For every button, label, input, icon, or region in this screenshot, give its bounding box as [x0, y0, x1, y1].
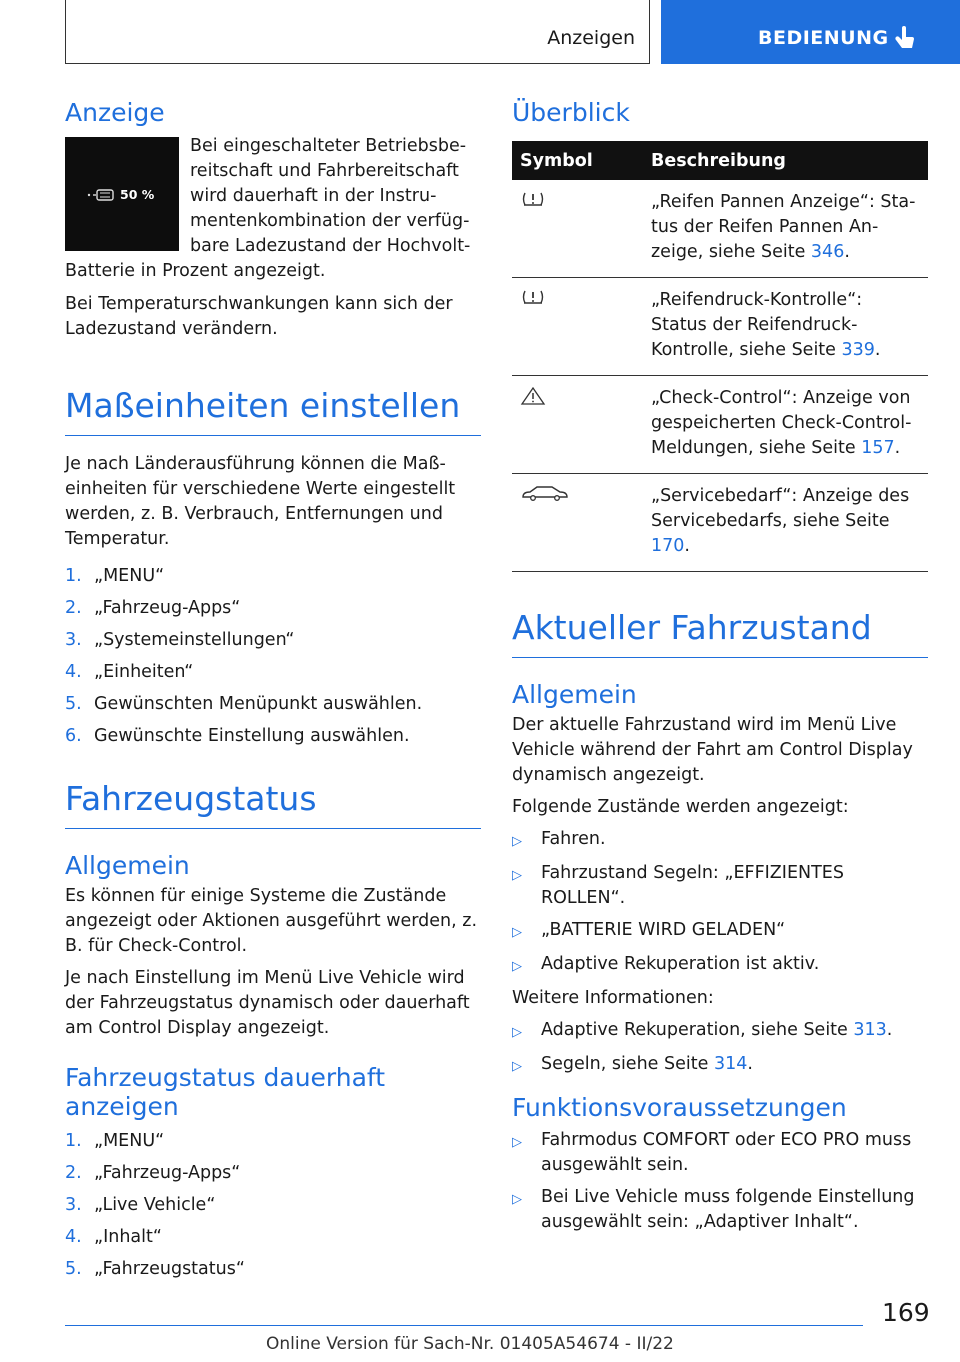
symbol-table [512, 141, 928, 572]
warning-triangle-icon [520, 391, 546, 411]
list-item-label: Segeln, siehe Seite [541, 1054, 714, 1074]
step-text: „Fahrzeug-Apps“ [94, 1163, 241, 1183]
funktions-list [512, 1128, 928, 1235]
step-text: „Fahrzeug-Apps“ [94, 598, 241, 618]
aktueller-heading: Aktueller Fahrzustand [512, 608, 928, 658]
step-number: 5. [65, 694, 82, 714]
car-service-icon [520, 487, 570, 507]
page-link[interactable]: 346 [810, 242, 845, 262]
dauerhaft-step [65, 1129, 481, 1154]
chapter-tab-label: BEDIENUNG [758, 27, 889, 49]
step-text: Gewünschten Menüpunkt auswählen. [94, 694, 423, 714]
triangle-bullet-icon: ▷ [512, 925, 522, 940]
weitere-item [512, 1052, 928, 1079]
step-number: 4. [65, 1227, 82, 1247]
allgemein-paragraph-2: Je nach Einstellung im Menü Live Vehicle wird der Fahrzeugstatus dynamisch oder dauerhaft am Control Display angezeigt. [65, 968, 470, 1038]
step-number: 3. [65, 1195, 82, 1215]
triangle-bullet-icon: ▷ [512, 1059, 522, 1074]
zustaende-list [512, 827, 928, 979]
list-item-text: Fahren. [541, 829, 606, 849]
footer-line [65, 1325, 863, 1326]
page-link[interactable]: 339 [841, 340, 875, 360]
description-cell [643, 278, 928, 376]
fahrzustand-paragraph-1: Der aktuelle Fahrzustand wird im Menü Live Vehicle während der Fahrt am Control Display dynamisch angezeigt. [512, 715, 913, 785]
zustand-item [512, 861, 928, 911]
masseinheiten-step [65, 692, 481, 717]
allgemein-heading-right: Allgemein [512, 680, 637, 709]
step-text: „MENU“ [94, 1131, 165, 1151]
dauerhaft-step [65, 1225, 481, 1250]
hand-pointer-icon [893, 26, 917, 54]
weitere-list [512, 1018, 928, 1079]
step-text: „Inhalt“ [94, 1227, 162, 1247]
fahrzeugstatus-heading: Fahrzeugstatus [65, 779, 481, 829]
table-header-beschreibung: Beschreibung [643, 141, 928, 180]
description-text: „Reifendruck-Kontrolle“: Status der Reifendruck-Kontrolle, siehe Seite [651, 290, 863, 360]
description-cell [643, 180, 928, 278]
tire-warning-icon [520, 193, 546, 213]
page-link[interactable]: 170 [651, 536, 685, 556]
battery-icon [87, 188, 117, 202]
description-end: . [684, 536, 690, 556]
zustand-item [512, 827, 928, 854]
step-number: 2. [65, 598, 82, 618]
zustand-item [512, 918, 928, 945]
description-text: „Reifen Pannen Anzeige“: Status der Reifen Pannen Anzeige, siehe Seite [651, 192, 916, 262]
masseinheiten-heading: Maßeinheiten einstellen [65, 386, 481, 436]
list-item-text: „BATTERIE WIRD GELADEN“ [541, 920, 786, 940]
page-number: 169 [882, 1298, 930, 1327]
battery-display-image [65, 137, 179, 251]
step-text: Gewünschte Einstellung auswählen. [94, 726, 410, 746]
page-link[interactable]: 314 [713, 1054, 748, 1074]
step-number: 3. [65, 630, 82, 650]
table-row [512, 278, 928, 376]
weitere-item [512, 1018, 928, 1045]
step-number: 6. [65, 726, 82, 746]
step-number: 1. [65, 1131, 82, 1151]
symbol-cell [512, 474, 643, 572]
weitere-label: Weitere Informationen: [512, 988, 714, 1008]
anzeige-paragraph-2: Bei Temperaturschwankungen kann sich der Ladezustand verändern. [65, 294, 453, 339]
footer-text: Online Version für Sach-Nr. 01405A54674 - II/22 [266, 1334, 674, 1354]
symbol-cell [512, 376, 643, 474]
masseinheiten-steps [65, 564, 481, 749]
triangle-bullet-icon: ▷ [512, 1192, 522, 1207]
step-text: „Fahrzeugstatus“ [94, 1259, 245, 1279]
description-end: . [894, 438, 901, 458]
page-link[interactable]: 157 [861, 438, 895, 458]
step-number: 4. [65, 662, 82, 682]
triangle-bullet-icon: ▷ [512, 959, 522, 974]
description-end: . [844, 242, 850, 262]
triangle-bullet-icon: ▷ [512, 834, 522, 849]
dauerhaft-heading: Fahrzeugstatus dauerhaft anzeigen [65, 1063, 386, 1121]
fahrzustand-paragraph-2: Folgende Zustände werden angezeigt: [512, 797, 849, 817]
triangle-bullet-icon: ▷ [512, 1135, 522, 1150]
table-header-symbol: Symbol [512, 141, 643, 180]
tire-pressure-icon [520, 291, 546, 311]
description-cell [643, 376, 928, 474]
masseinheiten-step [65, 596, 481, 621]
allgemein-heading: Allgemein [65, 851, 190, 880]
table-row [512, 376, 928, 474]
description-cell [643, 474, 928, 572]
step-number: 2. [65, 1163, 82, 1183]
description-end: . [874, 340, 881, 360]
list-item-text [541, 1052, 753, 1079]
dauerhaft-steps [65, 1129, 481, 1282]
list-item-text: Fahrzustand Segeln: „EFFIZIENTES ROLLEN“. [541, 863, 844, 908]
allgemein-paragraph-1: Es können für einige Systeme die Zustände angezeigt oder Aktionen ausgeführt werden, z. B. für Check-Control. [65, 886, 478, 956]
table-row [512, 180, 928, 278]
list-item-end: . [747, 1054, 753, 1074]
list-item-label: Adaptive Rekuperation, siehe Seite [541, 1020, 854, 1040]
right-column [512, 98, 928, 1242]
header-bar [65, 0, 650, 64]
section-label: Anzeigen [547, 27, 635, 49]
masseinheiten-step [65, 724, 481, 749]
list-item-text: Fahrmodus COMFORT oder ECO PRO muss ausgewählt sein. [541, 1130, 912, 1175]
dauerhaft-step [65, 1161, 481, 1186]
ueberblick-heading: Überblick [512, 98, 630, 127]
dauerhaft-step [65, 1257, 481, 1282]
anzeige-heading: Anzeige [65, 98, 165, 127]
masseinheiten-step [65, 660, 481, 685]
description-text: „Servicebedarf“: Anzeige des Servicebedarfs, siehe Seite [651, 486, 910, 531]
step-text: „Live Vehicle“ [94, 1195, 216, 1215]
chapter-tab[interactable] [661, 0, 960, 64]
symbol-cell [512, 180, 643, 278]
funktions-item [512, 1185, 928, 1235]
step-text: „MENU“ [94, 566, 165, 586]
list-item-text [541, 1018, 892, 1045]
left-column [65, 98, 481, 1289]
symbol-cell [512, 278, 643, 376]
triangle-bullet-icon: ▷ [512, 868, 522, 883]
list-item-text: Adaptive Rekuperation ist aktiv. [541, 954, 820, 974]
masseinheiten-paragraph: Je nach Länderausführung können die Maßeinheiten für verschiedene Werte eingestellt werden, z. B. Verbrauch, Entfernungen und Temperatur. [65, 454, 456, 549]
step-number: 1. [65, 566, 82, 586]
funktions-heading: Funktionsvoraussetzungen [512, 1093, 847, 1122]
description-text: „Check-Control“: Anzeige von gespeicherten Check-Control-Meldungen, siehe Seite [651, 388, 912, 458]
anzeige-paragraph: Bei eingeschalteter Betriebsbereitschaft und Fahrbereitschaft wird dauerhaft in der Instrumentenkombination der verfügbare Ladezustand der Hochvolt-Batterie in Prozent angezeigt. [65, 137, 471, 281]
page-link[interactable]: 313 [853, 1020, 887, 1040]
triangle-bullet-icon: ▷ [512, 1025, 522, 1040]
funktions-item [512, 1128, 928, 1178]
dauerhaft-step [65, 1193, 481, 1218]
masseinheiten-step [65, 564, 481, 589]
table-row [512, 474, 928, 572]
step-text: „Systemeinstellungen“ [94, 630, 295, 650]
battery-percent: 50 % [120, 187, 155, 202]
step-number: 5. [65, 1259, 82, 1279]
step-text: „Einheiten“ [94, 662, 194, 682]
list-item-text: Bei Live Vehicle muss folgende Einstellung ausgewählt sein: „Adaptiver Inhalt“. [541, 1187, 915, 1232]
zustand-item [512, 952, 928, 979]
masseinheiten-step [65, 628, 481, 653]
list-item-end: . [886, 1020, 893, 1040]
